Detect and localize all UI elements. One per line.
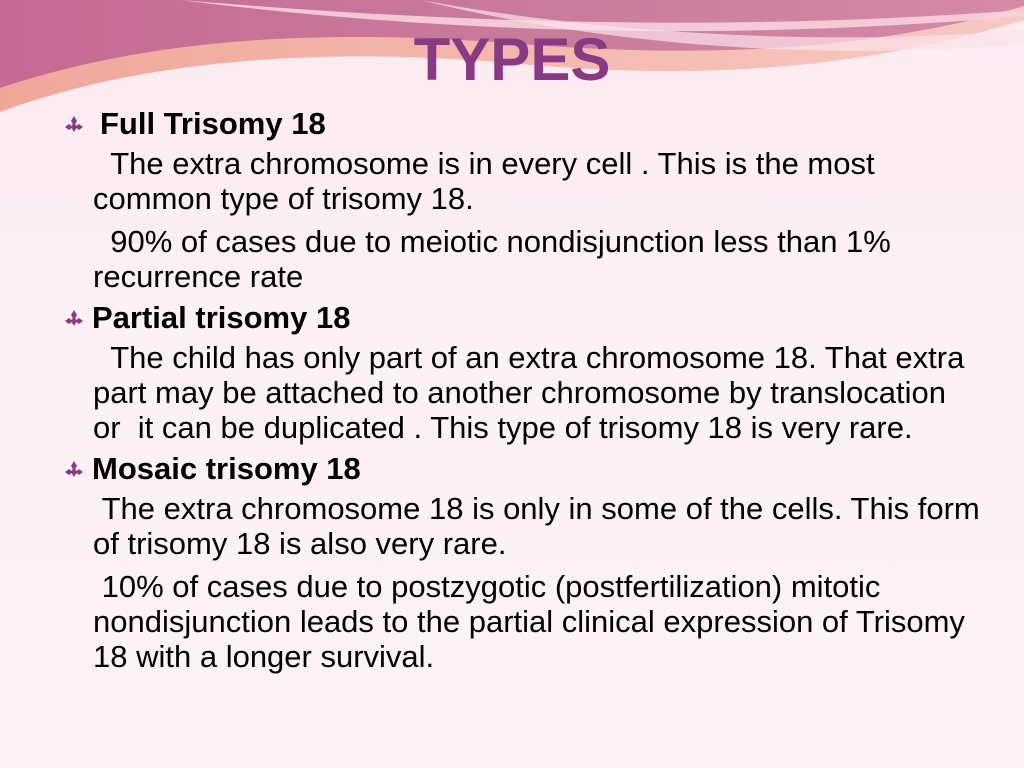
section-heading-partial-trisomy <box>62 300 982 336</box>
diamond-bullet-icon <box>62 106 86 142</box>
section-paragraph: The extra chromosome 18 is only in some of the cells. This form of trisomy 18 is also very rare. <box>93 491 989 561</box>
section-heading-mosaic-trisomy <box>62 451 982 487</box>
slide-body <box>62 100 989 674</box>
section-paragraph: The child has only part of an extra chromosome 18. That extra part may be attached to another chromosome by translocation or it can be duplicated . This type of trisomy 18 is very rare. <box>93 340 973 445</box>
section-heading-text: Mosaic trisomy 18 <box>92 451 361 486</box>
section-paragraph: 90% of cases due to meiotic nondisjunction less than 1% recurrence rate <box>93 224 900 294</box>
section-heading-full-trisomy <box>62 106 982 142</box>
section-heading-text: Full Trisomy 18 <box>100 106 326 141</box>
diamond-bullet-icon <box>62 451 86 487</box>
slide-title: TYPES <box>413 26 611 93</box>
section-paragraph: 10% of cases due to postzygotic (postfertilization) mitotic nondisjunction leads to the partial clinical expression of Trisomy 18 with a longer survival. <box>93 569 974 674</box>
diamond-bullet-icon <box>62 300 86 336</box>
section-paragraph: The extra chromosome is in every cell . This is the most common type of trisomy 18. <box>93 146 884 216</box>
section-heading-text: Partial trisomy 18 <box>92 300 351 335</box>
